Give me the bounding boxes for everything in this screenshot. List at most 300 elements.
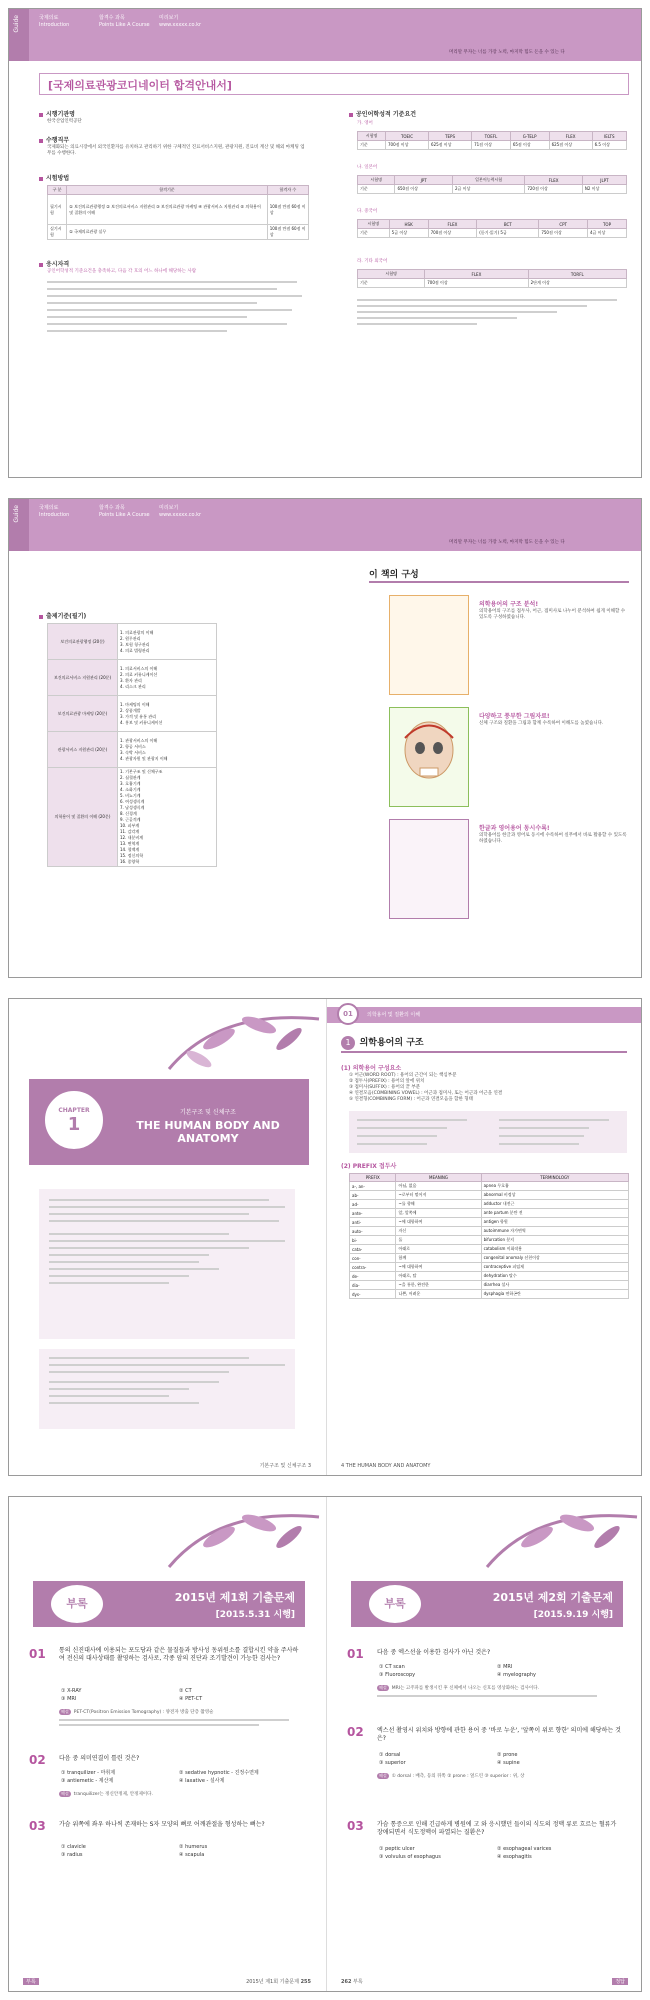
table-row: [350, 1200, 629, 1209]
text-line: [357, 323, 477, 325]
table-header: 구 분: [48, 186, 67, 195]
nav-ko: 합격수 과목: [99, 15, 125, 21]
table-row: [350, 1209, 629, 1218]
table-header: 시험명: [358, 220, 390, 229]
text-line: [49, 1268, 219, 1270]
page-footer: [612, 1978, 628, 1985]
option: ③ MRI: [61, 1696, 77, 1702]
table-cell: adductor 내전근: [481, 1200, 628, 1209]
table-row: [48, 732, 217, 768]
nav-item-3: [159, 15, 201, 29]
table-header: HSK: [389, 220, 428, 229]
option: ① clavicle: [61, 1844, 86, 1850]
floral-decoration: [159, 999, 325, 1079]
question-text: 가슴 위쪽에 좌우 하나씩 존재하는 S자 모양의 뼈로 어깨관절을 형성하는 뼈는?: [59, 1821, 265, 1828]
appendix-badge: 부록: [367, 1583, 423, 1625]
feature-desc: 의학용어의 구조를 접두사, 어근, 접미사로 나누어 분석하여 쉽게 이해할 수 있도록 구성하였습니다.: [479, 609, 626, 620]
divider: [369, 581, 629, 583]
option: ② prone: [497, 1752, 518, 1758]
feature-figure-3: [389, 819, 469, 919]
nav-item-2: [99, 505, 150, 519]
section-text: 한국산업인력공단: [47, 119, 82, 124]
subsection-title: (2) PREFIX 접두사: [341, 1163, 397, 1170]
table-header: TOEFL: [472, 132, 511, 141]
topic: 13. 면역계: [120, 841, 140, 846]
table-row: [48, 660, 217, 696]
text-line: [49, 1254, 209, 1256]
question-text: 다음 중 엑스선을 이용한 검사가 아닌 것은?: [377, 1649, 491, 1656]
table-cell: 6.5 이상: [592, 141, 626, 150]
nav-ko: 국제의료: [39, 505, 59, 511]
table-header: MEANING: [396, 1174, 481, 1182]
feature-figure-1: [389, 595, 469, 695]
option: ① X-RAY: [61, 1688, 82, 1694]
page-guide-1: [8, 8, 642, 478]
table-cell: 앞, 앞쪽에: [396, 1209, 481, 1218]
subject-cell: 의학용어 및 질환의 이해 (20문): [48, 768, 118, 867]
table-row: [350, 1236, 629, 1245]
exam-2-page: [326, 1497, 642, 1991]
topic: 4. 소화기계: [120, 787, 141, 792]
option: ④ laxative - 설사제: [179, 1778, 225, 1784]
lang-table-chinese: [357, 219, 627, 238]
page-footer: [246, 1978, 311, 1985]
text-line: [47, 295, 302, 297]
subject-cell: 보건의료관광 마케팅 (20문): [48, 696, 118, 732]
table-cell: 자신: [396, 1227, 481, 1236]
question-number: 03: [29, 1819, 46, 1833]
table-header: 합격자 수: [267, 186, 308, 195]
topic: 2. 심혈관계: [120, 775, 141, 780]
table-cell: 650점 이상: [395, 185, 453, 194]
table-cell: 아래로: [396, 1245, 481, 1254]
topic: 6. 여성생식계: [120, 799, 145, 804]
nav-en: www.xxxxx.co.kr: [159, 512, 202, 518]
table-cell: dysphagia 연하곤란: [481, 1290, 628, 1299]
topic-cell: [118, 696, 217, 732]
table-row: [48, 624, 217, 660]
table-header: 시험명: [358, 270, 425, 279]
text-line: [49, 1240, 285, 1242]
section-index: 1: [341, 1036, 355, 1050]
topic: 2. 원무관리: [120, 635, 141, 641]
option: ② MRI: [497, 1664, 513, 1670]
text-line: [47, 302, 257, 304]
topic: 3. 숙박 서비스: [120, 749, 146, 755]
table-cell: con-: [350, 1254, 396, 1263]
table-header: FLEX: [549, 132, 592, 141]
text-line: [49, 1388, 189, 1390]
text-line: [357, 1119, 467, 1121]
table-cell: 65점 이상: [510, 141, 549, 150]
text-line: [49, 1213, 249, 1215]
table-cell: 필기시험: [48, 195, 67, 225]
table-cell: antigen 항원: [481, 1218, 628, 1227]
table-header: CPT: [539, 220, 588, 229]
table-cell: 기준: [358, 229, 390, 238]
section-heading: 응시자격: [39, 259, 69, 268]
option: ① tranquilizer - 마취제: [61, 1770, 116, 1776]
subject-cell: 보건의료서비스 지원관리 (20문): [48, 660, 118, 696]
text-line: [49, 1395, 169, 1397]
table-header: G-TELP: [510, 132, 549, 141]
topic: 4. 의료 법령관리: [120, 647, 150, 653]
explanation: [59, 1709, 304, 1726]
table-cell: apnea 무호흡: [481, 1182, 628, 1191]
table-cell: 기준: [358, 141, 386, 150]
explanation: [377, 1685, 622, 1697]
appendix-badge: 부록: [49, 1583, 105, 1625]
text-line: [47, 316, 247, 318]
table-cell: ~로부터 떨어져: [396, 1191, 481, 1200]
feature-title: 다양하고 풍부한 그림자료!: [479, 713, 550, 720]
table-cell: bifurcation 분지: [481, 1236, 628, 1245]
topic: 12. 내분비계: [120, 835, 144, 840]
table-header: TOP: [588, 220, 627, 229]
table-row: [358, 229, 627, 238]
topic: 2. 의료 커뮤니케이션: [120, 671, 158, 677]
table-cell: 함께: [396, 1254, 481, 1263]
question-options: [61, 1843, 301, 1859]
explain-tag: 해설: [61, 1709, 69, 1714]
option: ② sedative hypnotic - 진정수면제: [179, 1770, 259, 1776]
table-row: [350, 1254, 629, 1263]
guide-sidebar: [9, 9, 29, 61]
text-line: [49, 1233, 229, 1235]
table-header: 시험명: [358, 176, 395, 185]
text-line: [499, 1127, 589, 1129]
topic: 4. 리스크 관리: [120, 683, 146, 689]
question-options: [379, 1663, 619, 1679]
nav-item-3: [159, 505, 201, 519]
topic: 3. 환자 관리: [120, 677, 142, 683]
lang-label: 다. 중국어: [357, 209, 378, 214]
topic: 2. 항공 서비스: [120, 743, 146, 749]
guide-label: Guide: [13, 15, 20, 33]
option: ③ Fluoroscopy: [379, 1672, 416, 1678]
chapter-summary-box: [39, 1189, 295, 1339]
doc-title: [국제의료관광코디네이터 합격안내서]: [39, 73, 629, 95]
text-line: [49, 1402, 199, 1404]
page-number: 262: [341, 1979, 352, 1985]
table-cell: ante-: [350, 1209, 396, 1218]
question-options: [61, 1769, 301, 1785]
table-cell: 나쁜, 어려운: [396, 1290, 481, 1299]
list-item: ⑤ 연결형(COMBINING FORM) : 어근과 연결모음을 합한 형태: [349, 1097, 473, 1102]
question-number: 02: [347, 1725, 364, 1739]
text-line: [49, 1261, 199, 1263]
text-line: [49, 1275, 189, 1277]
text-line: [499, 1143, 579, 1145]
text-line: [357, 311, 557, 313]
topic: 10. 피부계: [120, 823, 140, 828]
topic: 3. 호흡기계: [120, 781, 141, 786]
option: ④ myelography: [497, 1672, 537, 1678]
table-cell: anti-: [350, 1218, 396, 1227]
explanation-text: MRI는 고주파를 발생시킨 후 신체에서 나오는 신호를 영상화하는 검사이다.: [391, 1686, 540, 1691]
footer-text: 부록: [353, 1979, 363, 1985]
floral-decoration: [159, 1497, 325, 1577]
chapter-summary-box-2: [39, 1349, 295, 1429]
section-number-badge: 01: [337, 1003, 359, 1025]
table-cell: 기준: [358, 279, 425, 288]
lang-label: 라. 기타 외국어: [357, 259, 388, 264]
prefix-table: [349, 1173, 629, 1299]
table-header: BCT: [477, 220, 539, 229]
table-cell: a-, an-: [350, 1182, 396, 1191]
topic: 1. 의료관광의 이해: [120, 629, 154, 635]
explanation: [59, 1791, 304, 1798]
option: ① CT scan: [379, 1664, 405, 1670]
topic: 11. 감각계: [120, 829, 140, 834]
option: ③ superior: [379, 1760, 406, 1766]
nav-ko: 미리보기: [159, 505, 179, 511]
table-row: [358, 185, 627, 194]
explanation-text: ① dorsal : 배측, 등의 뒤쪽 ② prone : 엎드린 ③ superior : 위, 상: [391, 1774, 525, 1779]
question-number: 03: [347, 1819, 364, 1833]
text-line: [49, 1247, 249, 1249]
option: ④ scapula: [179, 1852, 205, 1858]
table-row: [48, 195, 309, 225]
chapter-title-ko: 기본구조 및 신체구조: [180, 1109, 236, 1116]
chapter-label: CHAPTER: [58, 1107, 90, 1114]
page-appendix-exams: [8, 1496, 642, 1992]
table-header: JLPT: [582, 176, 626, 185]
table-row: [350, 1191, 629, 1200]
table-header: FLEX: [428, 220, 477, 229]
table-cell: contraceptive 피임제: [481, 1263, 628, 1272]
option: ② humerus: [179, 1844, 208, 1850]
nav-item-1: [39, 505, 69, 519]
table-cell: 2급 이상: [452, 185, 524, 194]
subject-cell: 보건의료관광행정 (20문): [48, 624, 118, 660]
text-line: [59, 1719, 289, 1721]
table-cell: 750점 이상: [539, 229, 588, 238]
table-header: TOEIC: [386, 132, 429, 141]
table-cell: 100점 만점 60점 이상: [267, 195, 308, 225]
topic: 5. 비뇨기계: [120, 793, 141, 798]
section-band-text: 의학용어 및 질환의 이해: [367, 1012, 421, 1018]
table-row: [358, 141, 627, 150]
table-row: [350, 1218, 629, 1227]
table-cell: 700점 이상: [425, 279, 528, 288]
page-chapter-1: [8, 998, 642, 1476]
topic: 7. 남성생식계: [120, 805, 145, 810]
nav-en: Introduction: [39, 512, 70, 518]
option: ④ esophagitis: [497, 1854, 532, 1860]
page-footer: [23, 1978, 39, 1985]
footer-badge: 정답: [612, 1978, 628, 1985]
nav-en: Points Like A Course: [99, 512, 150, 518]
topic-cell: [118, 624, 217, 660]
syllabus-table: [47, 623, 217, 867]
table-cell: ~를 향해: [396, 1200, 481, 1209]
option: ② esophageal varices: [497, 1846, 552, 1852]
text-line: [357, 1135, 437, 1137]
question-number: 01: [29, 1647, 46, 1661]
lang-label: 가. 영어: [357, 121, 373, 126]
text-line: [357, 305, 587, 307]
table-header: TORFL: [528, 270, 626, 279]
table-header: IELTS: [592, 132, 626, 141]
question-number: 01: [347, 1647, 364, 1661]
topic-cell: [118, 732, 217, 768]
table-cell: cata-: [350, 1245, 396, 1254]
subsection-title: (1) 의학용어 구성요소: [341, 1065, 402, 1072]
table-cell: 71점 이상: [472, 141, 511, 150]
nav-ko: 합격수 과목: [99, 505, 125, 511]
feature-figure-2: [389, 707, 469, 807]
option: ④ supine: [497, 1760, 520, 1766]
option: ④ PET-CT: [179, 1696, 203, 1702]
table-cell: ad-: [350, 1200, 396, 1209]
option: ① dorsal: [379, 1752, 401, 1758]
text-line: [49, 1381, 219, 1383]
section-heading: 시행기관명: [39, 109, 75, 118]
section-heading: 시험방법: [39, 173, 69, 182]
text-line: [49, 1364, 285, 1366]
question-text: 통의 신진대사에 이용되는 포도당과 같은 물질들과 방사성 동위원소를 결합시킨 약을 주사하여 전신의 대사상태를 촬영하는 검사로, 각종 암의 진단과 조기발견이 가능한 검사는?: [59, 1647, 299, 1662]
table-cell: 4급 이상: [588, 229, 627, 238]
topic: 15. 정신의학: [120, 853, 144, 858]
text-line: [49, 1206, 285, 1208]
subject-cell: 관광서비스 지원관리 (20문): [48, 732, 118, 768]
table-cell: bi-: [350, 1236, 396, 1245]
text-line: [377, 1695, 597, 1697]
footer-text: 2015년 제1회 기출문제: [246, 1979, 299, 1985]
table-row: [350, 1290, 629, 1299]
section-heading: 공인어학성적 기준요건: [349, 109, 416, 118]
table-header: 일본어능력시험: [452, 176, 524, 185]
topic: 14. 혈액계: [120, 847, 140, 852]
table-row: [350, 1263, 629, 1272]
table-cell: dehydration 탈수: [481, 1272, 628, 1281]
lang-table-other: [357, 269, 627, 288]
page-guide-2: [8, 498, 642, 978]
table-row: [48, 768, 217, 867]
header-band-text: 머리말 무자는 너를 가장 노력, 마지막 힘도 돈을 수 있는 다: [449, 50, 565, 55]
topic: 1. 기본구조 및 신체구조: [120, 769, 163, 774]
table-cell: contra-: [350, 1263, 396, 1272]
table-header: TEPS: [429, 132, 472, 141]
text-line: [357, 317, 517, 319]
option: ① peptic ulcer: [379, 1846, 415, 1852]
topic: 1. 관광서비스의 이해: [120, 737, 158, 743]
table-cell: (듣기·읽기) 5급: [477, 229, 539, 238]
table-cell: dys-: [350, 1290, 396, 1299]
option: ② CT: [179, 1688, 192, 1694]
nav-item-1: [39, 15, 69, 29]
table-header: TERMINOLOGY: [481, 1174, 628, 1182]
table-cell: N2 이상: [582, 185, 626, 194]
table-cell: 625점 이상: [429, 141, 472, 150]
table-cell: 아래로, 탈: [396, 1272, 481, 1281]
table-row: [350, 1272, 629, 1281]
list-item: ④ 연결모음(COMBINING VOWEL) : 어근과 접미사, 또는 어근과 어근을 연결: [349, 1091, 503, 1096]
chapter-opening-page: [9, 999, 325, 1475]
table-header: 합격기준: [67, 186, 267, 195]
feature-title: 의학용어의 구조 분석!: [479, 601, 539, 608]
table-cell: autoimmune 자가면역: [481, 1227, 628, 1236]
table-cell: 700점 이상: [386, 141, 429, 150]
table-cell: 실기시험: [48, 225, 67, 240]
question-options: [379, 1751, 619, 1767]
lang-label: 나. 일본어: [357, 165, 378, 170]
table-cell: auto-: [350, 1227, 396, 1236]
section-heading: 출제기준(필기): [39, 611, 86, 620]
table-cell: congenital anomaly 선천이상: [481, 1254, 628, 1263]
page-number: 255: [300, 1979, 311, 1985]
option: ③ radius: [61, 1852, 83, 1858]
nav-ko: 국제의료: [39, 15, 59, 21]
book-structure-heading: 이 책의 구성: [369, 570, 419, 580]
table-row: [350, 1281, 629, 1290]
text-line: [49, 1199, 269, 1201]
topic: 8. 신경계: [120, 811, 137, 816]
feature-desc: 의학용어를 한글과 영어로 동시에 수록하여 실무에서 바로 활용할 수 있도록 하였습니다.: [479, 833, 627, 844]
explain-tag: 해설: [379, 1773, 387, 1778]
page-number: 4: [341, 1463, 345, 1469]
topic: 16. 종양학: [120, 859, 140, 864]
text-line: [47, 288, 277, 290]
text-line: [47, 281, 297, 283]
table-cell: ~에 대항하여: [396, 1218, 481, 1227]
footer-text: 기본구조 및 신체구조: [259, 1463, 307, 1469]
table-header: FLEX: [425, 270, 528, 279]
exam-date: [2015.5.31 시행]: [215, 1610, 295, 1620]
table-cell: 2단계 이상: [528, 279, 626, 288]
feature-desc: 신체 구조와 질환을 그림과 함께 수록하여 이해도를 높였습니다.: [479, 721, 604, 726]
topic-cell: [118, 768, 217, 867]
text-line: [49, 1371, 229, 1373]
section-text: 공인어학성적 기준요건을 충족하고, 다음 각 호의 어느 하나에 해당하는 사람: [47, 269, 197, 274]
explanation-text: PET-CT(Positron Emission Tomography) : 양전자 방출 단층 촬영술: [73, 1710, 214, 1715]
explanation-text: tranquilizer는 정신안정제, 안정제이다.: [73, 1792, 153, 1797]
topic: 3. 보험 청구관리: [120, 641, 150, 647]
table-cell: ~에 대항하여: [396, 1263, 481, 1272]
section-title: 의학용어의 구조: [359, 1038, 424, 1048]
text-line: [47, 323, 287, 325]
exam-1-page: [9, 1497, 325, 1991]
table-header: 시험명: [358, 132, 386, 141]
table-cell: 기준: [358, 185, 395, 194]
exam-title: 2015년 제1회 기출문제: [174, 1591, 295, 1604]
explain-tag: 해설: [61, 1791, 69, 1796]
question-options: [379, 1845, 619, 1861]
topic: 1. 의료서비스의 이해: [120, 665, 158, 671]
topic: 1. 마케팅의 이해: [120, 701, 150, 707]
table-row: [48, 225, 309, 240]
table-header: FLEX: [525, 176, 583, 185]
table-cell: catabolism 이화작용: [481, 1245, 628, 1254]
table-cell: diarrhea 설사: [481, 1281, 628, 1290]
exam-date: [2015.9.19 시행]: [533, 1610, 613, 1620]
topic-cell: [118, 660, 217, 696]
table-cell: ~을 통한, 완전한: [396, 1281, 481, 1290]
chapter-title-en: THE HUMAN BODY AND ANATOMY: [136, 1119, 280, 1145]
table-cell: 720점 이상: [525, 185, 583, 194]
nav-item-2: [99, 15, 150, 29]
skull-illustration: [390, 708, 468, 806]
guide-sidebar: [9, 499, 29, 551]
question-text: 다음 중 의미연결이 틀린 것은?: [59, 1755, 140, 1762]
text-line: [49, 1220, 279, 1222]
table-cell: de-: [350, 1272, 396, 1281]
question-text: 가슴 통증으로 인해 긴급하게 병원에 고 와 응시했던 들이의 식도의 정맥 류로 흐르는 혈류가 장애되면서 식도정맥이 파열되는 질환은?: [377, 1821, 617, 1836]
section-heading: 수행직무: [39, 135, 69, 144]
lang-table-japanese: [357, 175, 627, 194]
text-line: [499, 1135, 584, 1137]
